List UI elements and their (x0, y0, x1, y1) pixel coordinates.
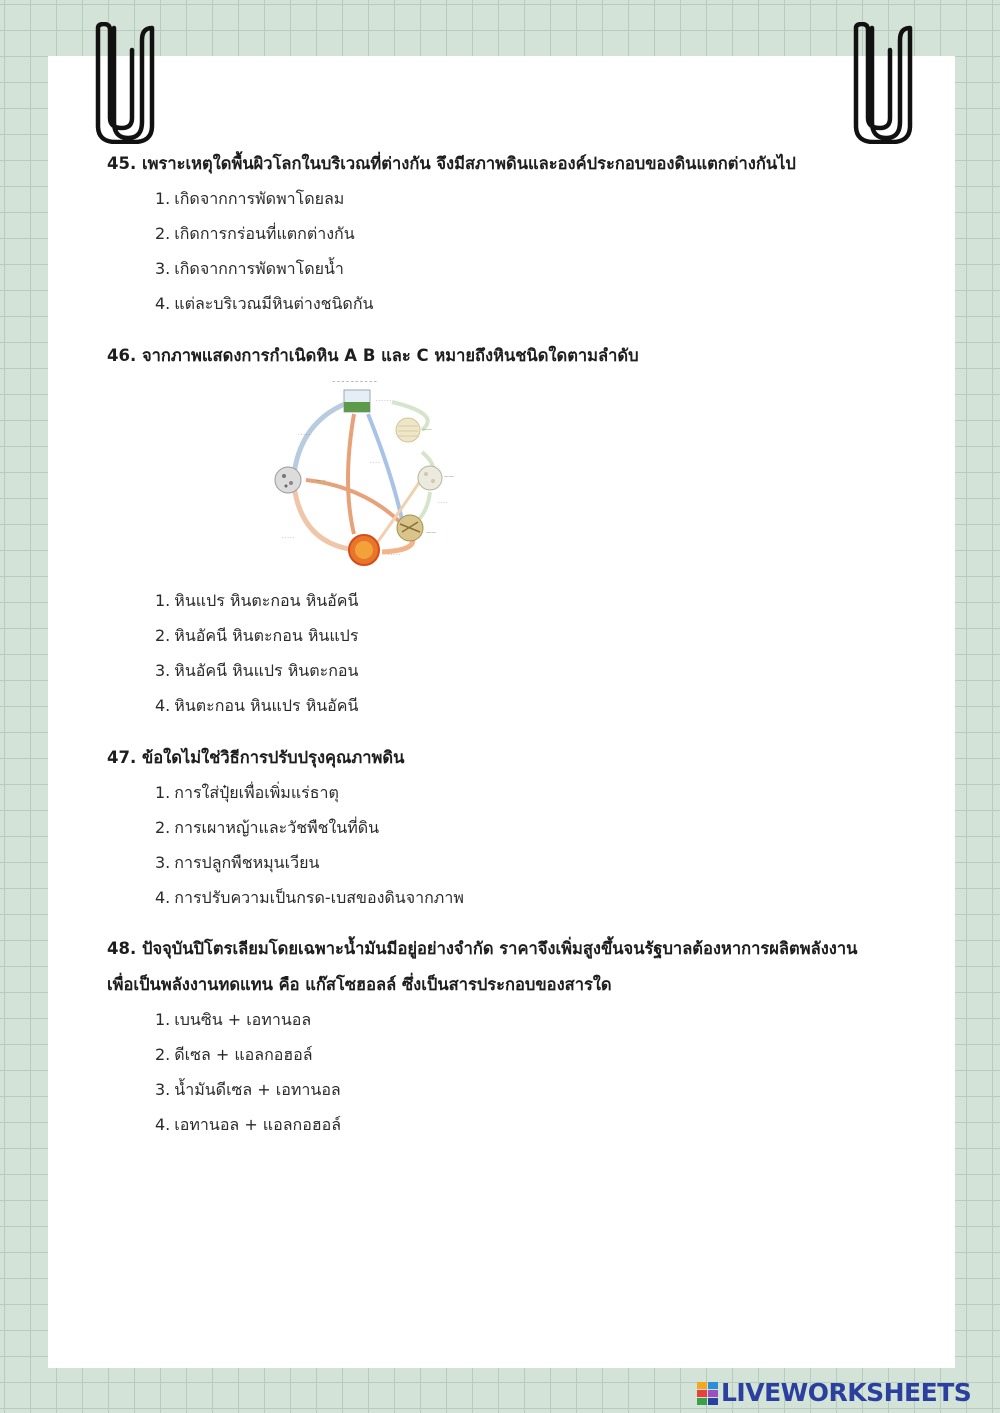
question-45-text: 45. เพราะเหตุใดพื้นผิวโลกในบริเวณที่ต่างกัน จึงมีสภาพดินและองค์ประกอบของดินแตกต่างกันไป (107, 154, 796, 173)
question-47-text: 47. ข้อใดไม่ใช่วิธีการปรับปรุงคุณภาพดิน (107, 748, 405, 767)
brand-name: LIVEWORKSHEETS (721, 1378, 972, 1407)
question-48-option-4[interactable]: 4. เอทานอล + แอลกอฮอล์ (155, 1115, 342, 1134)
svg-text:- - - - -: - - - - - (298, 432, 311, 437)
question-45-option-4[interactable]: 4. แต่ละบริเวณมีหินต่างชนิดกัน (155, 294, 374, 313)
svg-text:- - - -: - - - - (438, 500, 448, 505)
question-47-option-2[interactable]: 2. การเผาหญ้าและวัชพืชในที่ดิน (155, 818, 380, 837)
paper-clip-icon (94, 22, 158, 144)
liveworksheets-logo-icon (697, 1382, 719, 1406)
question-47-option-1[interactable]: 1. การใส่ปุ๋ยเพื่อเพิ่มแร่ธาตุ (155, 783, 339, 802)
svg-text:- - - - -: - - - - - (282, 535, 295, 540)
rock-cycle-diagram (272, 374, 488, 578)
question-45-option-2[interactable]: 2. เกิดการกร่อนที่แตกต่างกัน (155, 224, 355, 243)
svg-text:——: —— (444, 474, 454, 480)
question-48-option-2[interactable]: 2. ดีเซล + แอลกอฮอล์ (155, 1045, 313, 1064)
svg-text:~ ~ ~ ~ ~ ~ ~ ~ ~ ~: ~ ~ ~ ~ ~ ~ ~ ~ ~ ~ (332, 379, 377, 384)
svg-text:——: —— (316, 478, 326, 484)
svg-text:- - - - - -: - - - - - - (376, 398, 392, 403)
question-48-option-1[interactable]: 1. เบนซิน + เอทานอล (155, 1010, 312, 1029)
svg-text:——: —— (422, 427, 432, 433)
paper-clip-icon (852, 22, 916, 144)
question-48-option-3[interactable]: 3. น้ำมันดีเซล + เอทานอล (155, 1080, 341, 1099)
question-46-option-3[interactable]: 3. หินอัคนี หินแปร หินตะกอน (155, 661, 359, 680)
question-48-text-line-1: 48. ปัจจุบันปิโตรเลียมโดยเฉพาะน้ำมันมีอยู่อย่างจำกัด ราคาจึงเพิ่มสูงขึ้นจนรัฐบาลต้องหาการผลิตพลังงาน (107, 939, 858, 958)
liveworksheets-branding[interactable] (697, 1376, 997, 1410)
question-45-option-1[interactable]: 1. เกิดจากการพัดพาโดยลม (155, 189, 345, 208)
question-48-text-line-2: เพื่อเป็นพลังงานทดแทน คือ แก๊สโซฮอลล์ ซึ่งเป็นสารประกอบของสารใด (107, 975, 612, 994)
svg-text:- - - - -: - - - - - (388, 552, 401, 557)
question-45-option-3[interactable]: 3. เกิดจากการพัดพาโดยน้ำ (155, 259, 344, 278)
question-46-option-4[interactable]: 4. หินตะกอน หินแปร หินอัคนี (155, 696, 359, 715)
question-46-option-2[interactable]: 2. หินอัคนี หินตะกอน หินแปร (155, 626, 359, 645)
svg-text:- - - -: - - - - (370, 460, 380, 465)
question-47-option-4[interactable]: 4. การปรับความเป็นกรด-เบสของดินจากภาพ (155, 888, 464, 907)
question-46-option-1[interactable]: 1. หินแปร หินตะกอน หินอัคนี (155, 591, 359, 610)
question-47-option-3[interactable]: 3. การปลูกพืชหมุนเวียน (155, 853, 320, 872)
question-46-text: 46. จากภาพแสดงการกำเนิดหิน A B และ C หมายถึงหินชนิดใดตามลำดับ (107, 346, 639, 365)
svg-text:——: —— (426, 530, 436, 536)
